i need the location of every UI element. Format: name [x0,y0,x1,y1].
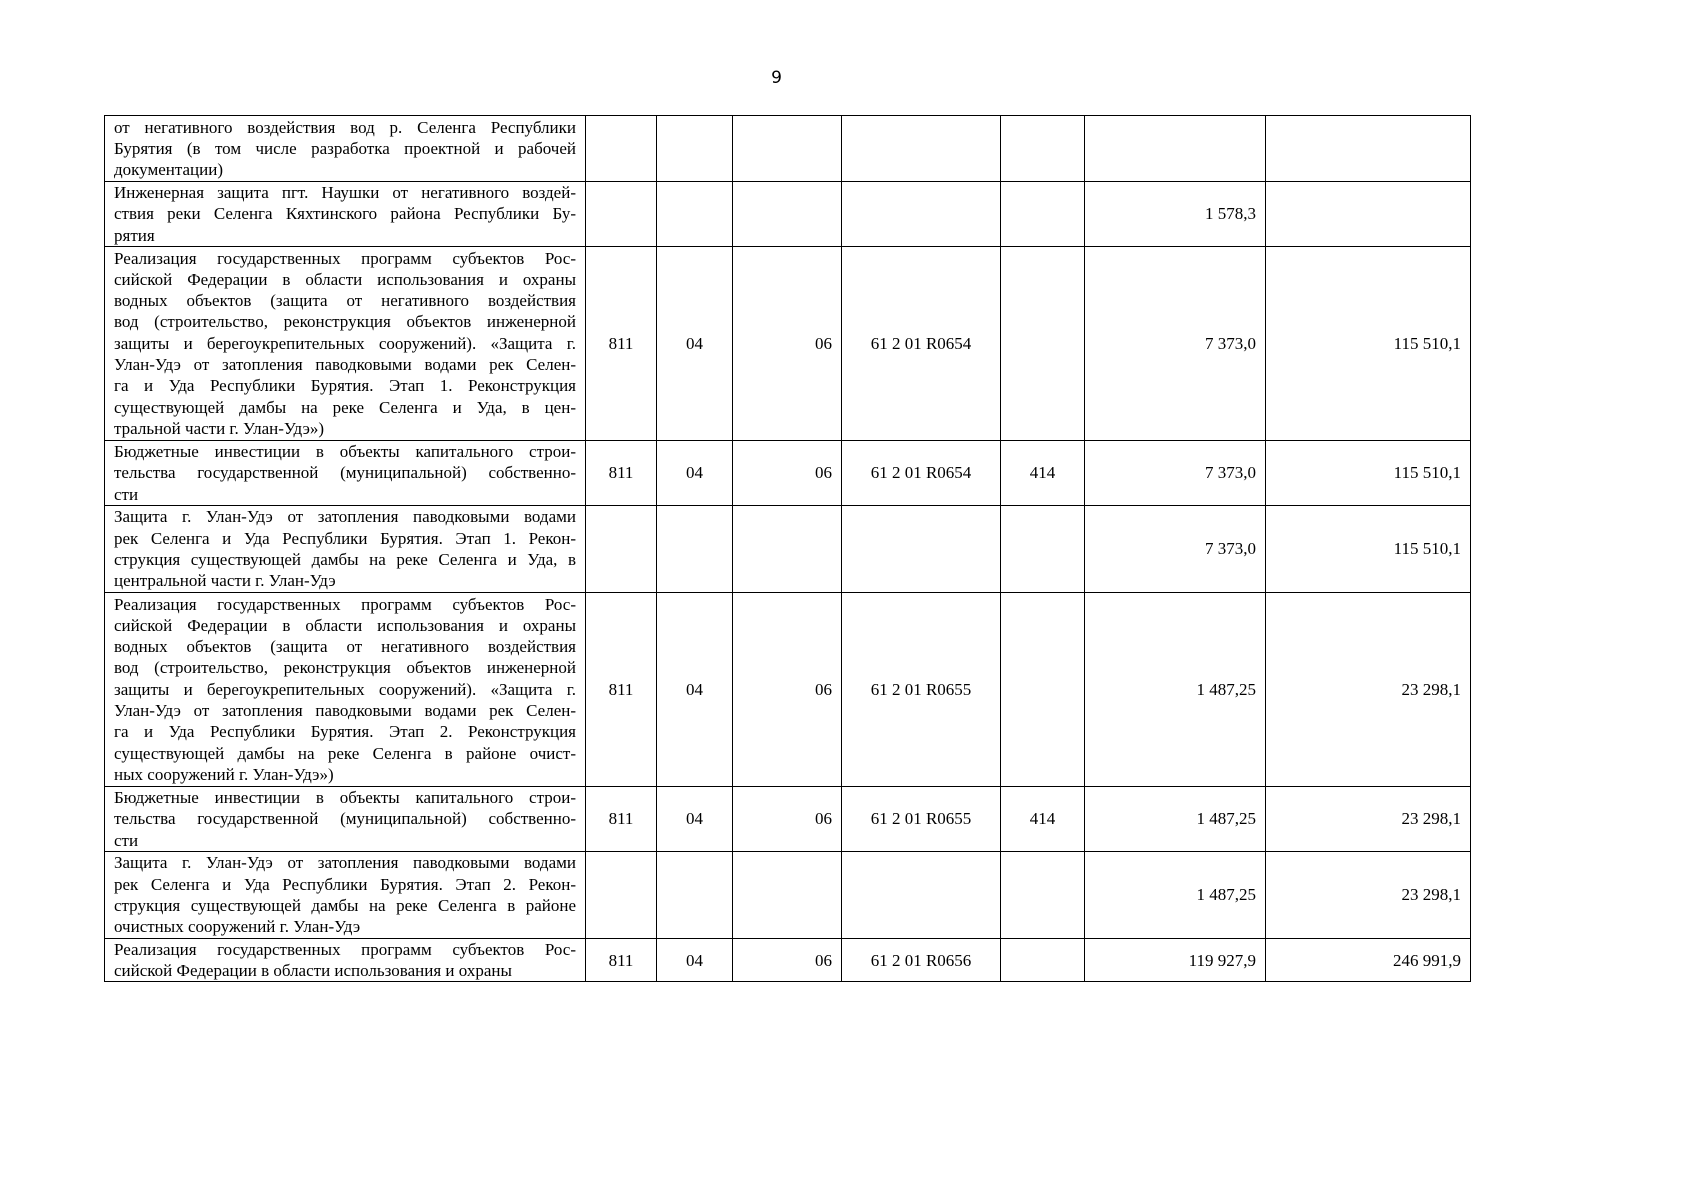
row-description [105,938,586,982]
description-line: сийской Федерации в области использования и охраны [114,615,576,635]
row-description [105,182,586,247]
section-code-cell [657,505,733,592]
ministry-code-cell: 811 [586,246,657,440]
target-item-cell: 61 2 01 R0655 [842,786,1001,851]
table-row [105,116,1471,182]
description-line: га и Уда Республики Бурятия. Этап 1. Реконструкция [114,376,576,396]
expense-type-cell [1001,592,1085,786]
row-description [105,116,586,182]
ministry-code-cell [586,851,657,938]
subsection-code-cell: 06 [733,592,842,786]
section-code-cell: 04 [657,592,733,786]
description-line: струкция существующей дамбы на реке Селенга и Уда, в [114,549,576,569]
description-line: документации) [114,160,223,180]
expense-type-cell [1001,938,1085,982]
expense-type-cell [1001,116,1085,182]
section-code-cell: 04 [657,440,733,505]
amount-cell: 115 510,1 [1266,246,1471,440]
table-row [105,182,1471,247]
description-line: Инженерная защита пгт. Наушки от негативного воздей- [114,183,576,202]
amount-cell: 7 373,0 [1085,505,1266,592]
ministry-code-cell: 811 [586,440,657,505]
description-line: ных сооружений г. Улан-Удэ») [114,764,334,784]
table-row [105,505,1471,592]
subsection-code-cell [733,116,842,182]
amount-cell [1266,116,1471,182]
subsection-code-cell: 06 [733,246,842,440]
description-line: водных объектов (защита от негативного воздействия [114,291,576,311]
description-line: тельства государственной (муниципальной) собственно- [114,463,576,483]
expense-type-cell [1001,851,1085,938]
description-line: Бюджетные инвестиции в объекты капитального строи- [114,441,576,461]
section-code-cell [657,851,733,938]
section-code-cell [657,116,733,182]
target-item-cell: 61 2 01 R0654 [842,440,1001,505]
row-description [105,592,586,786]
target-item-cell [842,505,1001,592]
expense-type-cell: 414 [1001,786,1085,851]
description-line: Защита г. Улан-Удэ от затопления паводковыми водами [114,853,576,873]
amount-cell [1266,182,1471,247]
target-item-cell [842,182,1001,247]
expense-type-cell [1001,505,1085,592]
target-item-cell [842,851,1001,938]
description-line: Реализация государственных программ субъектов Рос- [114,939,576,959]
target-item-cell: 61 2 01 R0654 [842,246,1001,440]
subsection-code-cell [733,505,842,592]
row-description [105,851,586,938]
subsection-code-cell [733,851,842,938]
description-line: защиты и берегоукрепительных сооружений). «Защита г. [114,679,576,699]
table-row [105,246,1471,440]
description-line: тельства государственной (муниципальной) собственно- [114,809,576,829]
description-line: тральной части г. Улан-Удэ») [114,418,325,438]
subsection-code-cell: 06 [733,938,842,982]
description-line: рек Селенга и Уда Республики Бурятия. Этап 2. Рекон- [114,874,576,894]
subsection-code-cell [733,182,842,247]
row-description [105,246,586,440]
description-line: центральной части г. Улан-Удэ [114,571,336,591]
subsection-code-cell: 06 [733,786,842,851]
row-description [105,440,586,505]
ministry-code-cell: 811 [586,938,657,982]
description-line: существующей дамбы на реке Селенга и Уда, в цен- [114,397,576,417]
description-line: сийской Федерации в области использования и охраны [114,961,512,981]
ministry-code-cell: 811 [586,592,657,786]
budget-table [104,115,1471,982]
amount-cell [1085,116,1266,182]
page-number: 9 [771,68,782,88]
amount-cell: 23 298,1 [1266,786,1471,851]
amount-cell: 246 991,9 [1266,938,1471,982]
description-line: Бурятия (в том числе разработка проектной и рабочей [114,138,576,158]
section-code-cell: 04 [657,786,733,851]
amount-cell: 1 578,3 [1085,182,1266,247]
table-row [105,786,1471,851]
section-code-cell: 04 [657,246,733,440]
description-line: водных объектов (защита от негативного воздействия [114,637,576,657]
description-line: сийской Федерации в области использования и охраны [114,269,576,289]
ministry-code-cell: 811 [586,786,657,851]
description-line: ствия реки Селенга Кяхтинского района Республики Бу- [114,204,576,224]
amount-cell: 1 487,25 [1085,851,1266,938]
description-line: существующей дамбы на реке Селенга в районе очист- [114,743,576,763]
ministry-code-cell [586,182,657,247]
description-line: рек Селенга и Уда Республики Бурятия. Этап 1. Рекон- [114,528,576,548]
description-line: сти [114,484,139,504]
description-line: сти [114,830,139,850]
description-line: от негативного воздействия вод р. Селенга Республики [114,117,576,137]
table-row [105,938,1471,982]
amount-cell: 115 510,1 [1266,505,1471,592]
table-row [105,851,1471,938]
description-line: рятия [114,225,155,245]
amount-cell: 23 298,1 [1266,851,1471,938]
description-line: вод (строительство, реконструкция объектов инженерной [114,312,576,332]
description-line: Защита г. Улан-Удэ от затопления паводковыми водами [114,507,576,527]
description-line: Реализация государственных программ субъектов Рос- [114,594,576,614]
description-line: га и Уда Республики Бурятия. Этап 2. Реконструкция [114,722,576,742]
amount-cell: 7 373,0 [1085,440,1266,505]
expense-type-cell [1001,246,1085,440]
amount-cell: 115 510,1 [1266,440,1471,505]
description-line: Бюджетные инвестиции в объекты капитального строи- [114,787,576,807]
description-line: Улан-Удэ от затопления паводковыми водами рек Селен- [114,701,576,721]
row-description [105,786,586,851]
expense-type-cell [1001,182,1085,247]
target-item-cell [842,116,1001,182]
description-line: струкция существующей дамбы на реке Селенга в районе [114,895,576,915]
amount-cell: 7 373,0 [1085,246,1266,440]
amount-cell: 1 487,25 [1085,592,1266,786]
expense-type-cell: 414 [1001,440,1085,505]
row-description [105,505,586,592]
ministry-code-cell [586,116,657,182]
amount-cell: 119 927,9 [1085,938,1266,982]
section-code-cell [657,182,733,247]
table-row [105,440,1471,505]
description-line: Улан-Удэ от затопления паводковыми водами рек Селен- [114,355,576,375]
description-line: защиты и берегоукрепительных сооружений). «Защита г. [114,333,576,353]
amount-cell: 1 487,25 [1085,786,1266,851]
description-line: очистных сооружений г. Улан-Удэ [114,917,361,937]
description-line: вод (строительство, реконструкция объектов инженерной [114,658,576,678]
target-item-cell: 61 2 01 R0655 [842,592,1001,786]
amount-cell: 23 298,1 [1266,592,1471,786]
target-item-cell: 61 2 01 R0656 [842,938,1001,982]
table-row [105,592,1471,786]
section-code-cell: 04 [657,938,733,982]
subsection-code-cell: 06 [733,440,842,505]
ministry-code-cell [586,505,657,592]
description-line: Реализация государственных программ субъектов Рос- [114,248,576,268]
